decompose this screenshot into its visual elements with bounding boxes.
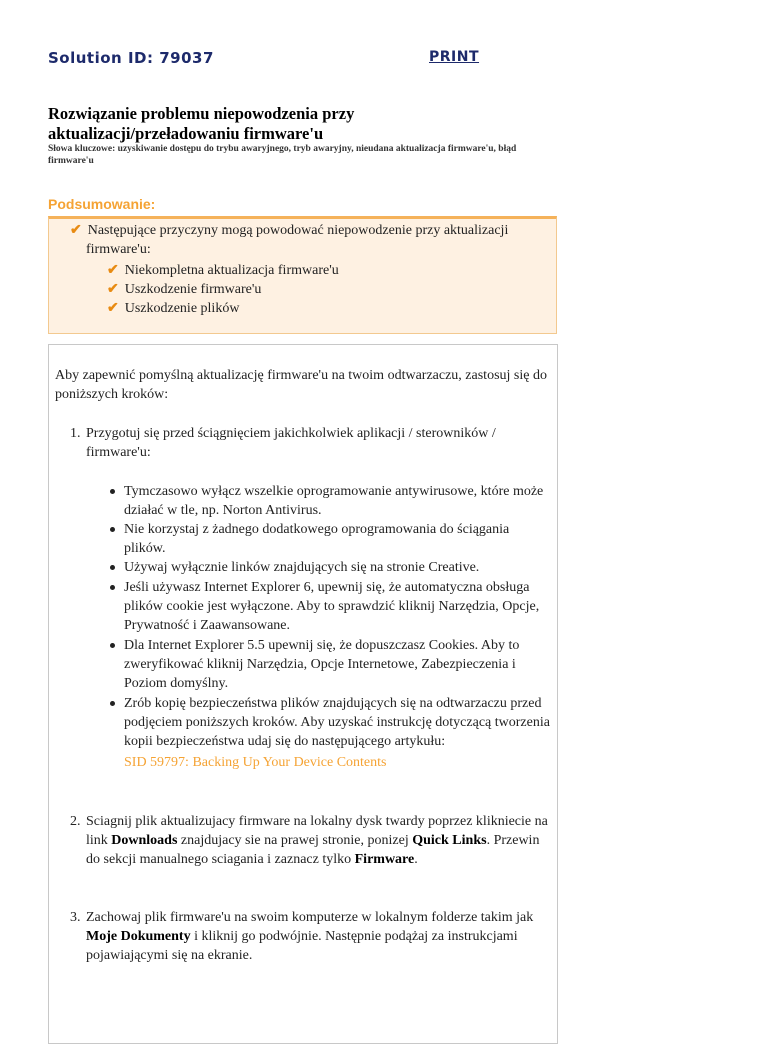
step3-fragment: i kliknij go podwójnie. Następnie podążaj za instrukcjami [190, 929, 518, 944]
firmware-label: Firmware [354, 852, 415, 867]
step3-text: pojawiającymi się na ekranie. [86, 948, 253, 963]
step1-bullet-line: Zrób kopię bezpieczeństwa plików znajdujących się na odtwarzaczu przed [124, 696, 542, 711]
step-number: 3. [70, 910, 81, 925]
bullet-icon [110, 565, 115, 570]
step2-fragment: do sekcji manualnego sciagania i zaznacz tylko [86, 852, 355, 867]
step2-fragment: znajdujacy sie na prawej stronie, ponizej [177, 833, 413, 848]
body-intro-line: Aby zapewnić pomyślną aktualizację firmware'u na twoim odtwarzaczu, zastosuj się do [55, 368, 547, 383]
step2-fragment: . [414, 852, 418, 867]
checkmark-icon: ✔ [107, 301, 119, 316]
step1-bullet-line: Używaj wyłącznie linków znajdujących się na stronie Creative. [124, 560, 480, 575]
checkmark-icon: ✔ [107, 282, 119, 297]
step1-bullet-line: Jeśli używasz Internet Explorer 6, upewnij się, że automatyczna obsługa [124, 580, 530, 595]
backup-article-link[interactable]: SID 59797: Backing Up Your Device Contents [124, 755, 387, 770]
step2-text [86, 831, 539, 850]
step1-bullet-line: Tymczasowo wyłącz wszelkie oprogramowanie antywirusowe, które może [124, 484, 544, 499]
summary-cause [107, 261, 339, 280]
step1-bullet-line: plików cookie jest wyłączone. Aby to sprawdzić kliknij Narzędzia, Opcje, [124, 599, 540, 614]
summary-intro-text: Następujące przyczyny mogą powodować niepowodzenie przy aktualizacji [87, 223, 509, 238]
step2-text: Sciagnij plik aktualizujacy firmware na lokalny dysk twardy poprzez klikniecie na [86, 814, 548, 829]
summary-intro-cont: firmware'u: [86, 242, 151, 257]
step1-bullet-line: zweryfikować kliknij Narzędzia, Opcje Internetowe, Zabezpieczenia i [124, 657, 516, 672]
summary-intro [70, 221, 508, 240]
step2-fragment: link [86, 833, 112, 848]
step1-bullet-line: plików. [124, 541, 166, 556]
step3-text [86, 927, 518, 946]
step1-text: Przygotuj się przed ściągnięciem jakichkolwiek aplikacji / sterowników / [86, 426, 496, 441]
step1-bullet-line: Nie korzystaj z żadnego dodatkowego oprogramowania do ściągania [124, 522, 510, 537]
step1-bullet-line: kopii bezpieczeństwa udaj się do następującego artykułu: [124, 734, 446, 749]
downloads-label: Downloads [111, 833, 178, 848]
keywords-line: firmware'u [48, 156, 94, 166]
quick-links-label: Quick Links [412, 833, 487, 848]
body-intro-line: poniższych kroków: [55, 387, 169, 402]
bullet-icon [110, 643, 115, 648]
checkmark-icon: ✔ [107, 263, 119, 278]
solution-id: Solution ID: 79037 [48, 49, 214, 67]
article-title [48, 104, 528, 144]
title-line: aktualizacji/przeładowaniu firmware'u [48, 124, 324, 143]
summary-cause [107, 280, 261, 299]
bullet-icon [110, 701, 115, 706]
step1-bullet-line: Dla Internet Explorer 5.5 upewnij się, że dopuszczasz Cookies. Aby to [124, 638, 520, 653]
step-number: 1. [70, 426, 81, 441]
summary-cause [107, 299, 239, 318]
bullet-icon [110, 585, 115, 590]
title-line: Rozwiązanie problemu niepowodzenia przy [48, 104, 355, 123]
checkmark-icon: ✔ [70, 223, 82, 238]
step1-bullet-line: Prywatność i Zaawansowane. [124, 618, 291, 633]
step2-text [86, 850, 418, 869]
print-link[interactable]: PRINT [429, 49, 480, 65]
keywords-line: Słowa kluczowe: uzyskiwanie dostępu do trybu awaryjnego, tryb awaryjny, nieudana aktualizacja firmware'u, błąd [48, 144, 517, 154]
bullet-icon [110, 527, 115, 532]
bullet-icon [110, 489, 115, 494]
step2-fragment: . Przewin [486, 833, 540, 848]
summary-heading: Podsumowanie: [48, 196, 156, 212]
step1-text: firmware'u: [86, 445, 151, 460]
step1-bullet-line: Poziom domyślny. [124, 676, 229, 691]
step3-text: Zachowaj plik firmware'u na swoim komputerze w lokalnym folderze takim jak [86, 910, 534, 925]
summary-cause-text: Uszkodzenie firmware'u [124, 282, 262, 297]
summary-cause-text: Uszkodzenie plików [124, 301, 240, 316]
summary-cause-text: Niekompletna aktualizacja firmware'u [124, 263, 339, 278]
step1-bullet-line: podjęciem poniższych kroków. Aby uzyskać instrukcję dotyczącą tworzenia [124, 715, 550, 730]
step-number: 2. [70, 814, 81, 829]
step1-bullet-line: działać w tle, np. Norton Antivirus. [124, 503, 322, 518]
keywords [48, 143, 528, 167]
my-documents-label: Moje Dokumenty [86, 929, 191, 944]
